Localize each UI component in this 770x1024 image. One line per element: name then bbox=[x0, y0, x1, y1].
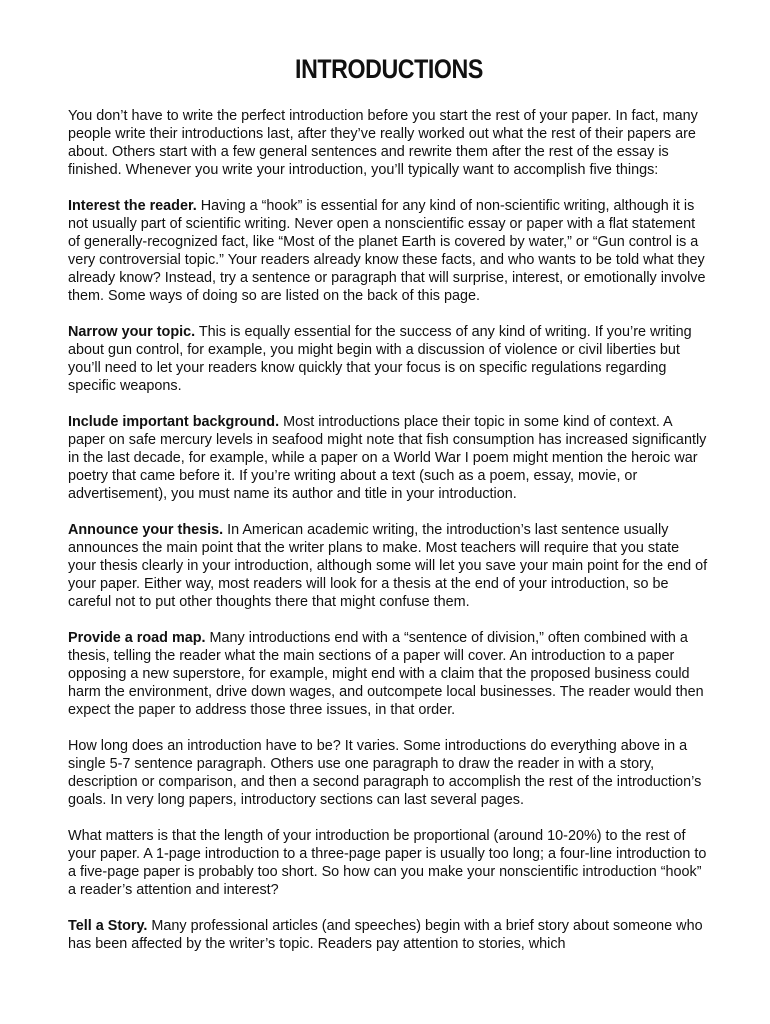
section-interest-reader bbox=[68, 197, 710, 305]
section-road-map bbox=[68, 629, 710, 719]
section-thesis bbox=[68, 521, 710, 611]
paragraph-gap bbox=[68, 611, 710, 629]
section-body: Having a “hook” is essential for any kind of non-scientific writing, although it is not usually part of scientific writing. Never open a nonscientific essay or paper with a flat statement of generally-recognized fact, like “Most of the planet Earth is covered by water,” or “Gun control is a very controversial topic.” Your readers already know these facts, and who wants to be told what they already know? Instead, try a sentence or paragraph that will surprise, interest, or emotionally involve them. Some ways of doing so are listed on the back of this page. bbox=[68, 198, 706, 304]
section-body: This is equally essential for the success of any kind of writing. If you’re writing about gun control, for example, you might begin with a discussion of violence or civil liberties but you’ll need to let your readers know quickly that your focus is on specific regulations regarding specific weapons. bbox=[68, 324, 692, 394]
section-heading: Interest the reader. bbox=[68, 198, 197, 214]
section-body: Many professional articles (and speeches) begin with a brief story about someone who has been affected by the writer’s topic. Readers pay attention to stories, which bbox=[68, 918, 703, 952]
proportion-paragraph: What matters is that the length of your introduction be proportional (around 10-20%) to the rest of your paper. A 1-page introduction to a three-page paper is usually too long; a four-line introduction to a five-page paper is probably too short. So how can you make your nonscientific introduction “hook” a reader’s attention and interest? bbox=[68, 828, 707, 898]
paragraph-gap bbox=[68, 179, 710, 197]
section-tell-story bbox=[68, 917, 710, 953]
section-body: Many introductions end with a “sentence of division,” often combined with a thesis, telling the reader what the main sections of a paper will cover. An introduction to a paper opposing a new superstore, for example, might end with a claim that the proposed business could harm the environment, drive down wages, and outcompete local businesses. The reader would then expect the paper to address those three issues, in that order. bbox=[68, 630, 704, 718]
section-body: In American academic writing, the introduction’s last sentence usually announces the main point that the writer plans to make. Most teachers will require that you state your thesis clearly in your introduction, although some will let you save your main point for the end of your paper. Either way, most readers will look for a thesis at the end of your introduction, so be careful not to put other thoughts there that might confuse them. bbox=[68, 522, 708, 610]
paragraph-gap bbox=[68, 719, 710, 737]
section-background bbox=[68, 413, 710, 503]
section-narrow-topic bbox=[68, 323, 710, 395]
section-heading: Include important background. bbox=[68, 414, 280, 430]
paragraph-gap bbox=[68, 899, 710, 917]
paragraph-gap bbox=[68, 305, 710, 323]
paragraph-gap bbox=[68, 503, 710, 521]
intro-paragraph: You don’t have to write the perfect introduction before you start the rest of your paper. In fact, many people write their introductions last, after they’ve really worked out what the rest of their papers are about. Others start with a few general sentences and rewrite them after the rest of the essay is finished. Whenever you write your introduction, you’ll typically want to accomplish five things: bbox=[68, 108, 698, 178]
section-heading: Tell a Story. bbox=[68, 918, 148, 934]
paragraph-gap bbox=[68, 809, 710, 827]
page-title: INTRODUCTIONS bbox=[295, 54, 483, 84]
section-heading: Provide a road map. bbox=[68, 630, 206, 646]
section-body: Most introductions place their topic in some kind of context. A paper on safe mercury levels in seafood might note that fish consumption has increased significantly in the last decade, for example, while a paper on a World War I poem might mention the heroic war poetry that came before it. If you’re writing about a text (such as a poem, essay, movie, or advertisement), you must name its author and title in your introduction. bbox=[68, 414, 707, 502]
length-paragraph: How long does an introduction have to be? It varies. Some introductions do everything above in a single 5-7 sentence paragraph. Others use one paragraph to draw the reader in with a story, description or comparison, and then a second paragraph to accomplish the rest of the introduction’s goals. In very long papers, introductory sections can last several pages. bbox=[68, 738, 702, 808]
paragraph-gap bbox=[68, 395, 710, 413]
section-heading: Narrow your topic. bbox=[68, 324, 196, 340]
section-heading: Announce your thesis. bbox=[68, 522, 224, 538]
